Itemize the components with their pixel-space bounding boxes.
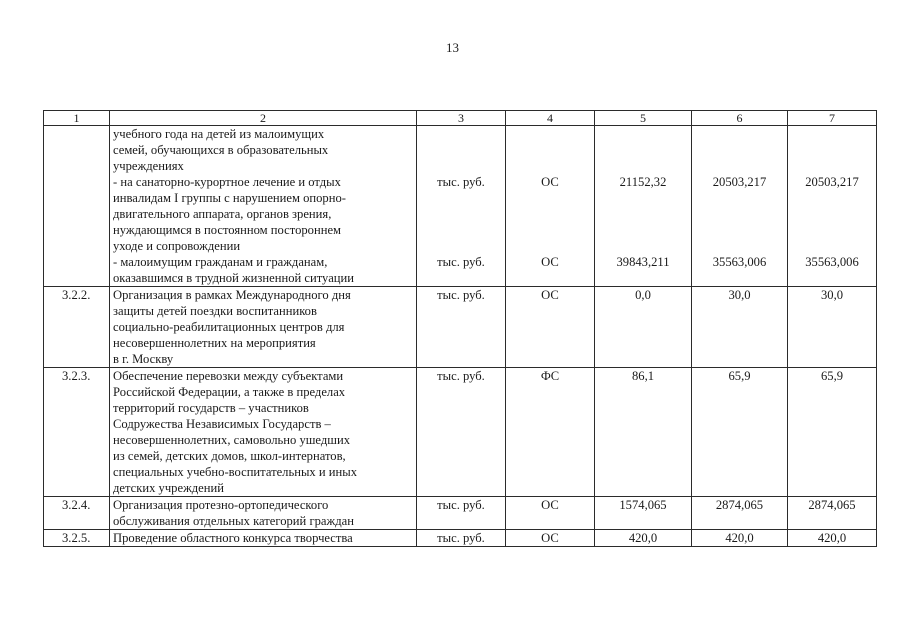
item-description [110,126,417,287]
value-col5: 39843,211 [616,255,670,269]
description-line: - на санаторно-курортное лечение и отдых [113,175,341,189]
source-value: ОС [541,255,559,269]
item-description [110,368,417,497]
source-value: ОС [506,497,595,530]
description-line: уходе и сопровождении [113,239,241,253]
description-line: в г. Москву [113,352,174,366]
value-col5: 1574,065 [595,497,692,530]
unit-cell [417,126,506,287]
description-line: учреждениях [113,159,184,173]
column-header: 5 [595,111,692,126]
source-value: ОС [506,287,595,368]
item-description [110,497,417,530]
description-line: Проведение областного конкурса творчества [113,531,353,545]
description-line: семей, обучающихся в образовательных [113,143,329,157]
description-line: несовершеннолетних, самовольно ушедших [113,433,350,447]
value-col6: 20503,217 [712,175,767,189]
table-row [44,287,877,368]
table-row [44,497,877,530]
value-col7: 2874,065 [788,497,877,530]
value-col5: 86,1 [595,368,692,497]
item-number: 3.2.5. [44,530,110,547]
description-line: Содружества Независимых Государств – [113,417,331,431]
column-header: 6 [692,111,788,126]
description-line: детских учреждений [113,481,224,495]
item-number: 3.2.4. [44,497,110,530]
item-number: 3.2.3. [44,368,110,497]
value-col5: 420,0 [595,530,692,547]
description-line: защиты детей поездки воспитанников [113,304,317,318]
description-line: оказавшимся в трудной жизненной ситуации [113,271,354,285]
column-header: 4 [506,111,595,126]
description-line: нуждающимся в постоянном постороннем [113,223,341,237]
value-col6-cell [692,126,788,287]
value-col6: 65,9 [692,368,788,497]
table-header-row [44,111,877,126]
unit-value: тыс. руб. [417,287,506,368]
unit-value: тыс. руб. [437,255,485,269]
item-description [110,530,417,547]
value-col7: 420,0 [788,530,877,547]
value-col7-cell [788,126,877,287]
column-header: 2 [110,111,417,126]
value-col7: 65,9 [788,368,877,497]
description-line: территорий государств – участников [113,401,309,415]
value-col5-cell [595,126,692,287]
source-value: ФС [506,368,595,497]
value-col6: 30,0 [692,287,788,368]
description-line: несовершеннолетних на мероприятия [113,336,316,350]
column-header: 1 [44,111,110,126]
description-line: учебного года на детей из малоимущих [113,127,325,141]
description-line: - малоимущим гражданам и гражданам, [113,255,328,269]
column-header: 3 [417,111,506,126]
unit-value: тыс. руб. [417,368,506,497]
column-header: 7 [788,111,877,126]
description-line: инвалидам I группы с нарушением опорно- [113,191,346,205]
item-number: 3.2.2. [44,287,110,368]
table-row [44,530,877,547]
description-line: обслуживания отдельных категорий граждан [113,514,354,528]
value-col6: 35563,006 [712,255,767,269]
description-line: Российской Федерации, а также в пределах [113,385,346,399]
unit-value: тыс. руб. [437,175,485,189]
unit-value: тыс. руб. [417,530,506,547]
description-line: социально-реабилитационных центров для [113,320,345,334]
item-description [110,287,417,368]
value-col7: 30,0 [788,287,877,368]
description-line: Организация протезно-ортопедического [113,498,329,512]
description-line: двигательного аппарата, органов зрения, [113,207,332,221]
budget-table [43,110,877,547]
description-line: специальных учебно-воспитательных и иных [113,465,357,479]
unit-value: тыс. руб. [417,497,506,530]
value-col7: 20503,217 [805,175,859,189]
source-value: ОС [541,175,559,189]
page-number: 13 [446,40,459,55]
source-value: ОС [506,530,595,547]
description-line: из семей, детских домов, школ-интернатов, [113,449,346,463]
value-col7: 35563,006 [805,255,859,269]
value-col6: 420,0 [692,530,788,547]
value-col6: 2874,065 [692,497,788,530]
value-col5: 21152,32 [619,175,667,189]
description-line: Обеспечение перевозки между субъектами [113,369,344,383]
description-line: Организация в рамках Международного дня [113,288,351,302]
table-row [44,126,877,287]
source-cell [506,126,595,287]
item-number [44,126,110,287]
table-row [44,368,877,497]
value-col5: 0,0 [595,287,692,368]
